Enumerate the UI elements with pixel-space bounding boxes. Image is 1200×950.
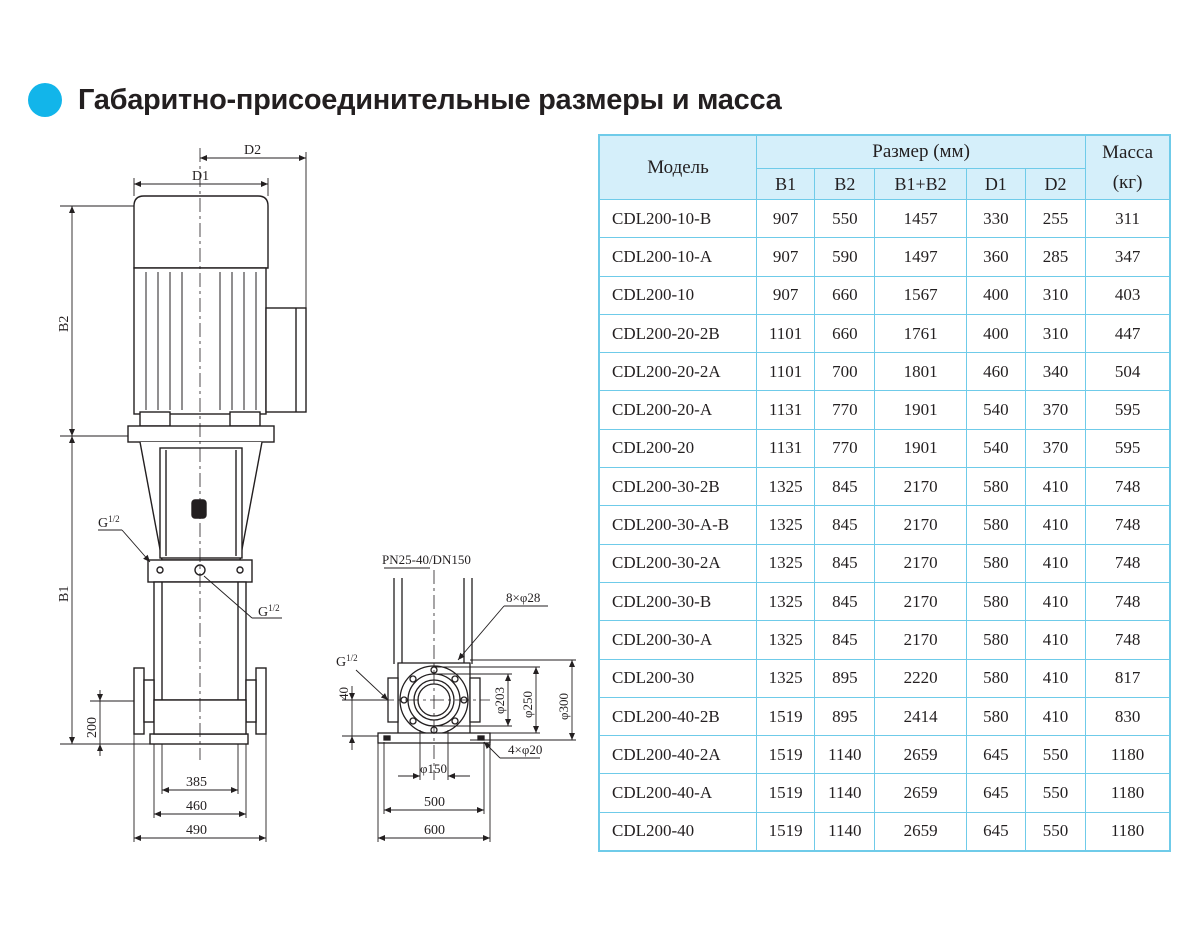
cell-model: CDL200-40 bbox=[599, 812, 757, 851]
cell-b1: 1325 bbox=[757, 582, 815, 620]
cell-mass: 347 bbox=[1086, 238, 1170, 276]
cell-model: CDL200-20-A bbox=[599, 391, 757, 429]
header-d2: D2 bbox=[1025, 169, 1085, 200]
cell-d2: 255 bbox=[1025, 200, 1085, 238]
cell-b1: 907 bbox=[757, 200, 815, 238]
cell-model: CDL200-30 bbox=[599, 659, 757, 697]
cell-d2: 410 bbox=[1025, 659, 1085, 697]
cell-d1: 580 bbox=[966, 506, 1025, 544]
label-g-upper: $G^{1/2}$ bbox=[98, 514, 120, 531]
cell-mass: 1180 bbox=[1086, 736, 1170, 774]
cell-d2: 410 bbox=[1025, 621, 1085, 659]
cell-model: CDL200-30-B bbox=[599, 582, 757, 620]
cell-d2: 550 bbox=[1025, 812, 1085, 851]
label-d150: φ150 bbox=[420, 761, 448, 776]
header-b1b2: B1+B2 bbox=[875, 169, 966, 200]
cell-d2: 370 bbox=[1025, 429, 1085, 467]
cell-b1: 1325 bbox=[757, 506, 815, 544]
pump-side-view bbox=[128, 196, 306, 744]
cell-model: CDL200-40-2B bbox=[599, 697, 757, 735]
cell-b2: 845 bbox=[815, 468, 875, 506]
cell-d1: 580 bbox=[966, 468, 1025, 506]
cell-mass: 311 bbox=[1086, 200, 1170, 238]
table-body bbox=[599, 200, 1170, 852]
label-460: 460 bbox=[186, 799, 207, 814]
cell-b1b2: 2659 bbox=[875, 812, 966, 851]
table-row bbox=[599, 391, 1170, 429]
cell-d1: 540 bbox=[966, 429, 1025, 467]
label-anchor: 4×φ20 bbox=[508, 742, 543, 757]
header-model: Модель bbox=[599, 135, 757, 200]
cell-mass: 748 bbox=[1086, 582, 1170, 620]
dimensions-table bbox=[598, 134, 1171, 852]
cell-b1: 1325 bbox=[757, 468, 815, 506]
table-row bbox=[599, 697, 1170, 735]
cell-b2: 590 bbox=[815, 238, 875, 276]
cell-b1: 1325 bbox=[757, 659, 815, 697]
cell-b2: 1140 bbox=[815, 812, 875, 851]
cell-d2: 550 bbox=[1025, 736, 1085, 774]
cell-mass: 817 bbox=[1086, 659, 1170, 697]
technical-drawing bbox=[0, 130, 590, 870]
page-title: Габаритно-присоединительные размеры и масса bbox=[78, 83, 782, 116]
cell-model: CDL200-20-2A bbox=[599, 353, 757, 391]
cell-d1: 580 bbox=[966, 544, 1025, 582]
cell-b1: 1519 bbox=[757, 774, 815, 812]
cell-b2: 700 bbox=[815, 353, 875, 391]
cell-d2: 410 bbox=[1025, 544, 1085, 582]
label-d300: φ300 bbox=[556, 692, 571, 720]
cell-d2: 410 bbox=[1025, 697, 1085, 735]
table-row bbox=[599, 621, 1170, 659]
header-b2: B2 bbox=[815, 169, 875, 200]
cell-mass: 1180 bbox=[1086, 812, 1170, 851]
cell-model: CDL200-40-A bbox=[599, 774, 757, 812]
cell-d1: 400 bbox=[966, 276, 1025, 314]
cell-model: CDL200-10-B bbox=[599, 200, 757, 238]
label-490: 490 bbox=[186, 823, 207, 838]
cell-b1: 907 bbox=[757, 276, 815, 314]
cell-b1b2: 1901 bbox=[875, 429, 966, 467]
cell-b1b2: 2170 bbox=[875, 582, 966, 620]
cell-b1b2: 1761 bbox=[875, 314, 966, 352]
cell-d1: 580 bbox=[966, 582, 1025, 620]
cell-b1b2: 1901 bbox=[875, 391, 966, 429]
cell-b1: 1325 bbox=[757, 544, 815, 582]
cell-b1b2: 1457 bbox=[875, 200, 966, 238]
cell-b1: 1101 bbox=[757, 314, 815, 352]
table-row bbox=[599, 276, 1170, 314]
cell-model: CDL200-30-2A bbox=[599, 544, 757, 582]
cell-b1b2: 2170 bbox=[875, 468, 966, 506]
bullet-circle-icon bbox=[28, 83, 62, 117]
cell-b2: 895 bbox=[815, 659, 875, 697]
cell-d1: 580 bbox=[966, 659, 1025, 697]
table-row bbox=[599, 506, 1170, 544]
label-385: 385 bbox=[186, 775, 207, 790]
label-bolts: 8×φ28 bbox=[506, 590, 541, 605]
cell-mass: 1180 bbox=[1086, 774, 1170, 812]
table-row bbox=[599, 582, 1170, 620]
cell-mass: 748 bbox=[1086, 468, 1170, 506]
header-d1: D1 bbox=[966, 169, 1025, 200]
label-g-lower: $G^{1/2}$ bbox=[258, 603, 280, 620]
cell-b2: 1140 bbox=[815, 736, 875, 774]
table-row bbox=[599, 659, 1170, 697]
cell-d1: 400 bbox=[966, 314, 1025, 352]
label-d203: φ203 bbox=[492, 686, 507, 714]
cell-b2: 660 bbox=[815, 314, 875, 352]
cell-mass: 748 bbox=[1086, 544, 1170, 582]
cell-b1b2: 1567 bbox=[875, 276, 966, 314]
cell-mass: 447 bbox=[1086, 314, 1170, 352]
cell-b2: 845 bbox=[815, 582, 875, 620]
cell-d2: 370 bbox=[1025, 391, 1085, 429]
label-b2: B2 bbox=[57, 315, 72, 332]
cell-b2: 845 bbox=[815, 544, 875, 582]
table-row bbox=[599, 774, 1170, 812]
cell-mass: 595 bbox=[1086, 429, 1170, 467]
cell-model: CDL200-30-2B bbox=[599, 468, 757, 506]
cell-d1: 645 bbox=[966, 812, 1025, 851]
cell-d1: 460 bbox=[966, 353, 1025, 391]
cell-b1b2: 1801 bbox=[875, 353, 966, 391]
label-600: 600 bbox=[424, 823, 445, 838]
cell-b2: 770 bbox=[815, 391, 875, 429]
cell-mass: 748 bbox=[1086, 506, 1170, 544]
cell-b1: 1519 bbox=[757, 812, 815, 851]
cell-mass: 748 bbox=[1086, 621, 1170, 659]
cell-b2: 770 bbox=[815, 429, 875, 467]
cell-d2: 550 bbox=[1025, 774, 1085, 812]
cell-b1b2: 2220 bbox=[875, 659, 966, 697]
cell-mass: 403 bbox=[1086, 276, 1170, 314]
table-row bbox=[599, 812, 1170, 851]
header-size: Размер (мм) bbox=[757, 135, 1086, 169]
cell-b1: 1101 bbox=[757, 353, 815, 391]
label-40: 40 bbox=[336, 687, 351, 700]
cell-model: CDL200-30-A bbox=[599, 621, 757, 659]
table-row bbox=[599, 429, 1170, 467]
cell-b2: 660 bbox=[815, 276, 875, 314]
label-g-front: $G^{1/2}$ bbox=[336, 653, 358, 670]
label-flange: PN25-40/DN150 bbox=[382, 552, 471, 567]
cell-model: CDL200-20-2B bbox=[599, 314, 757, 352]
table-row bbox=[599, 238, 1170, 276]
cell-b2: 1140 bbox=[815, 774, 875, 812]
table-row bbox=[599, 544, 1170, 582]
label-200: 200 bbox=[85, 717, 100, 738]
cell-d1: 580 bbox=[966, 621, 1025, 659]
table-row bbox=[599, 468, 1170, 506]
cell-b2: 845 bbox=[815, 621, 875, 659]
table-row bbox=[599, 200, 1170, 238]
header-mass: Масса (кг) bbox=[1086, 135, 1170, 200]
cell-b1b2: 2170 bbox=[875, 621, 966, 659]
label-d250: φ250 bbox=[520, 690, 535, 718]
cell-d1: 645 bbox=[966, 736, 1025, 774]
label-500: 500 bbox=[424, 795, 445, 810]
cell-b1: 1519 bbox=[757, 736, 815, 774]
cell-b1: 1131 bbox=[757, 391, 815, 429]
cell-b1: 1131 bbox=[757, 429, 815, 467]
cell-model: CDL200-10 bbox=[599, 276, 757, 314]
cell-b1: 907 bbox=[757, 238, 815, 276]
cell-b1: 1325 bbox=[757, 621, 815, 659]
cell-d2: 310 bbox=[1025, 314, 1085, 352]
cell-b1b2: 2170 bbox=[875, 506, 966, 544]
cell-model: CDL200-40-2A bbox=[599, 736, 757, 774]
label-b1: B1 bbox=[57, 585, 72, 602]
cell-d2: 310 bbox=[1025, 276, 1085, 314]
cell-b2: 845 bbox=[815, 506, 875, 544]
cell-b1b2: 2414 bbox=[875, 697, 966, 735]
cell-d2: 340 bbox=[1025, 353, 1085, 391]
cell-model: CDL200-30-A-B bbox=[599, 506, 757, 544]
cell-d1: 540 bbox=[966, 391, 1025, 429]
table-row bbox=[599, 353, 1170, 391]
cell-d1: 580 bbox=[966, 697, 1025, 735]
cell-b1b2: 1497 bbox=[875, 238, 966, 276]
cell-b1b2: 2659 bbox=[875, 736, 966, 774]
cell-b2: 550 bbox=[815, 200, 875, 238]
table-row bbox=[599, 314, 1170, 352]
cell-mass: 595 bbox=[1086, 391, 1170, 429]
cell-b1: 1519 bbox=[757, 697, 815, 735]
label-d2: D2 bbox=[244, 143, 262, 158]
cell-model: CDL200-10-A bbox=[599, 238, 757, 276]
cell-mass: 504 bbox=[1086, 353, 1170, 391]
cell-model: CDL200-20 bbox=[599, 429, 757, 467]
cell-b1b2: 2170 bbox=[875, 544, 966, 582]
cell-d2: 410 bbox=[1025, 468, 1085, 506]
cell-d1: 360 bbox=[966, 238, 1025, 276]
table-row bbox=[599, 736, 1170, 774]
header-b1: B1 bbox=[757, 169, 815, 200]
cell-b2: 895 bbox=[815, 697, 875, 735]
title-row bbox=[28, 80, 781, 120]
cell-d1: 330 bbox=[966, 200, 1025, 238]
cell-b1b2: 2659 bbox=[875, 774, 966, 812]
label-d1: D1 bbox=[192, 169, 210, 184]
cell-d2: 410 bbox=[1025, 582, 1085, 620]
cell-d1: 645 bbox=[966, 774, 1025, 812]
cell-d2: 410 bbox=[1025, 506, 1085, 544]
cell-mass: 830 bbox=[1086, 697, 1170, 735]
cell-d2: 285 bbox=[1025, 238, 1085, 276]
